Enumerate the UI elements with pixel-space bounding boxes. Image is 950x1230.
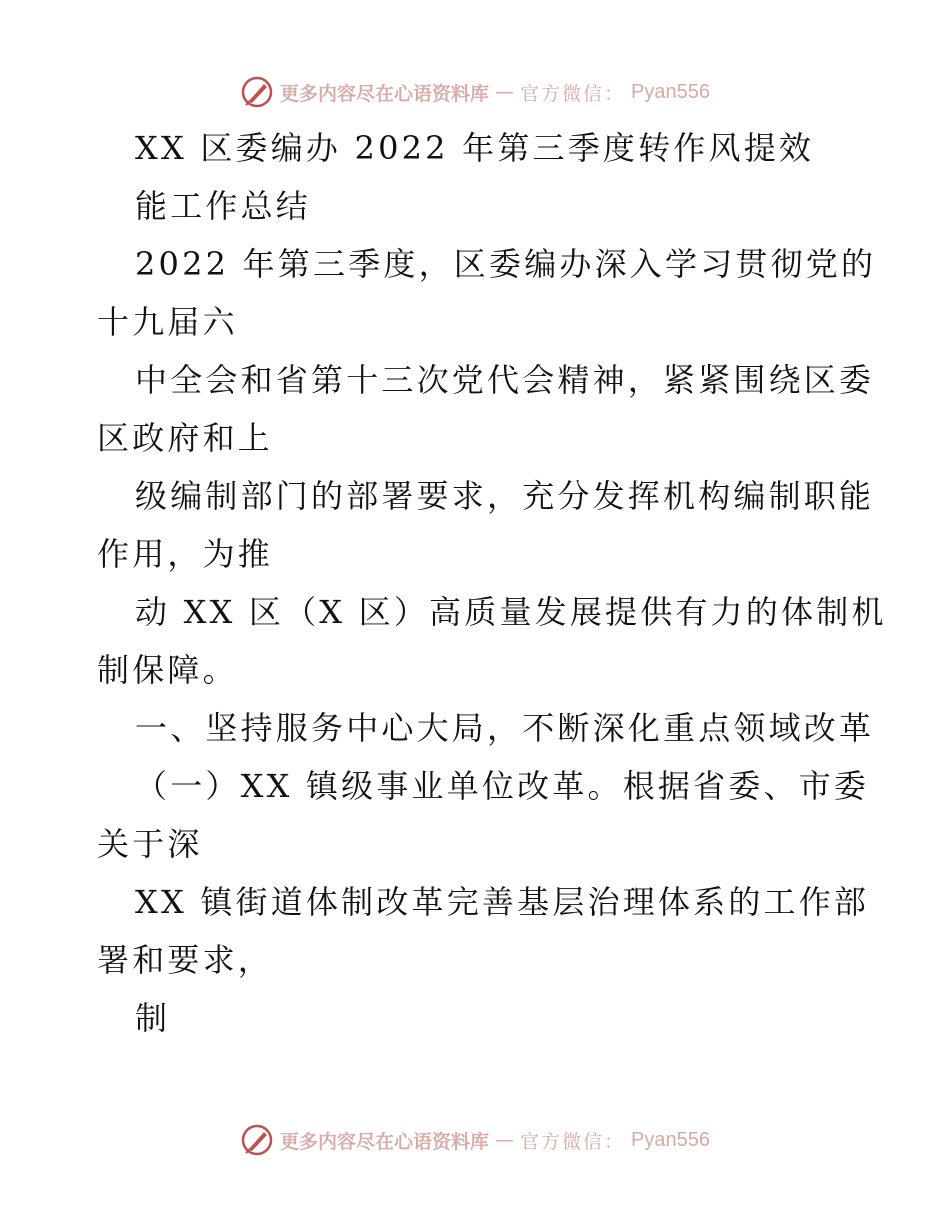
doc-title-line-2: 能工作总结 [135,187,312,225]
doc-text-line: 制保障。 [97,651,238,689]
doc-text-line: （一）XX 镇级事业单位改革。根据省委、市委 [135,767,870,805]
watermark-wechat-id: Pyan556 [631,1128,710,1151]
doc-text-line: XX 镇街道体制改革完善基层治理体系的工作部 [135,883,870,921]
watermark-brand-text: 更多内容尽在心语资料库 [280,1130,490,1153]
watermark-wechat-label: 官方微信： [520,82,626,105]
watermark-wechat-label: 官方微信： [520,1130,626,1153]
doc-title-line-1: XX 区委编办 2022 年第三季度转作风提效 [135,129,815,167]
quill-logo-icon [240,75,274,109]
doc-text-line: 十九届六 [97,303,238,341]
doc-text-line: 2022 年第三季度，区委编办深入学习贯彻党的 [135,245,877,283]
doc-text-line: 制 [135,999,171,1037]
doc-text-line: 区政府和上 [97,419,274,457]
quill-logo-icon [240,1123,274,1157]
doc-text-line: 中全会和省第十三次党代会精神，紧紧围绕区委 [135,361,875,399]
watermark-brand-text: 更多内容尽在心语资料库 [280,82,490,105]
watermark-dash: — [495,81,515,103]
watermark-dash: — [495,1129,515,1151]
footer-watermark [0,1120,950,1160]
doc-text-line: 作用，为推 [97,535,274,573]
doc-text-line: 级编制部门的部署要求，充分发挥机构编制职能 [135,477,875,515]
doc-text-line: 署和要求， [97,941,274,979]
watermark-wechat-id: Pyan556 [631,80,710,103]
doc-section-heading: 一、坚持服务中心大局，不断深化重点领域改革 [135,709,875,747]
header-watermark [0,72,950,112]
doc-text-line: 关于深 [97,825,203,863]
doc-text-line: 动 XX 区（X 区）高质量发展提供有力的体制机 [135,593,887,631]
